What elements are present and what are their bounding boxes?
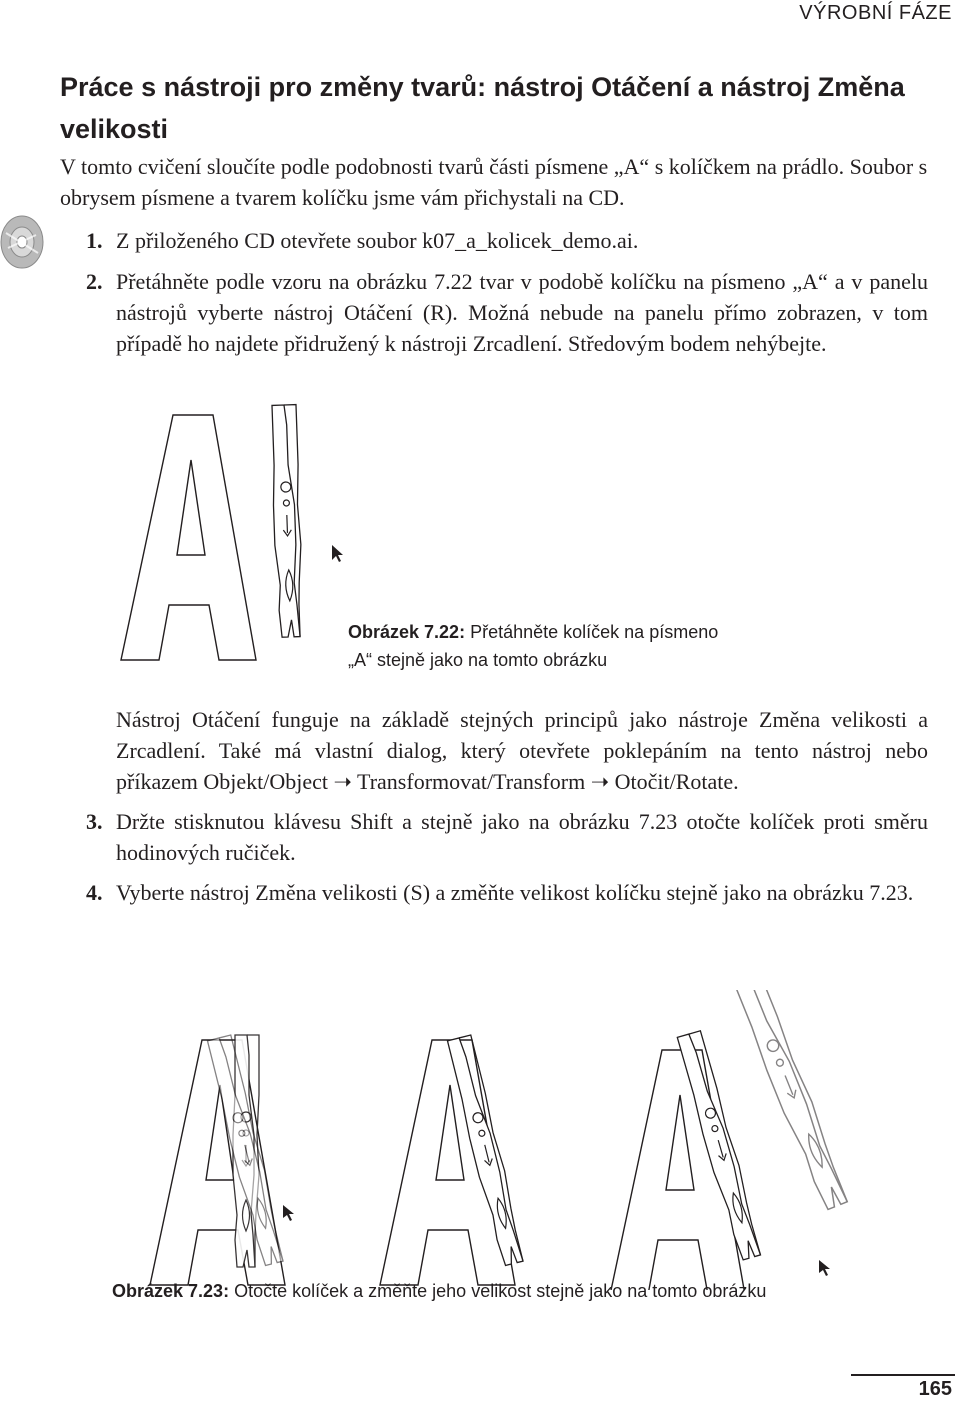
figure-caption xyxy=(112,1278,832,1304)
step-text: Vyberte nástroj Změna velikosti (S) a změňte velikost kolíčku stejně jako na obrázku 7.23. xyxy=(116,880,914,905)
intro-paragraph: V tomto cvičení sloučíte podle podobnosti tvarů části písmene „A“ s kolíčkem na prádlo. Soubor s obrysem písmene a tvarem kolíčku jsme vám přichystali na CD. xyxy=(60,154,928,210)
step-number: 1. xyxy=(86,228,103,253)
panel-scaled xyxy=(610,990,852,1290)
step-3 xyxy=(86,806,928,868)
page-title: Práce s nástroji pro změny tvarů: nástroj Otáčení a nástroj Změna velikosti xyxy=(60,72,905,144)
caption-label: Obrázek 7.22: xyxy=(348,622,466,642)
arrow-right-icon: ➝ xyxy=(590,769,610,794)
cursor-icon xyxy=(332,545,343,562)
step-1 xyxy=(86,225,928,256)
figure-caption xyxy=(348,618,728,674)
page-number: 165 xyxy=(918,1378,952,1400)
step-number: 3. xyxy=(86,809,103,834)
step-number: 4. xyxy=(86,880,103,905)
section-header: VÝROBNÍ FÁZE xyxy=(799,2,952,24)
menu-path-objekt: Objekt/Object xyxy=(203,769,328,794)
step-text: Přetáhněte podle vzoru na obrázku 7.22 tvar v podobě kolíčku na písmeno „A“ a v panelu nástrojů vyberte nástroj Otáčení (R). Možná nebude na panelu přímo zobrazen, v tom případě ho najdete přidružený k nástroji Zrcadlení. Středovým bodem nehýbejte. xyxy=(116,269,928,356)
figure-7-22-illustration xyxy=(116,400,361,670)
step-text: Z přiloženého CD otevřete soubor k07_a_kolicek_demo.ai. xyxy=(116,228,639,253)
panel-rotated xyxy=(380,1035,527,1285)
menu-path-otocit: Otočit/Rotate. xyxy=(614,769,739,794)
menu-path-transformovat: Transformovat/Transform xyxy=(357,769,586,794)
caption-label: Obrázek 7.23: xyxy=(112,1281,230,1301)
figure-7-23-illustration xyxy=(140,990,860,1290)
panel-rotate-start xyxy=(150,1035,294,1285)
arrow-right-icon: ➝ xyxy=(333,769,352,794)
step-2 xyxy=(86,266,928,359)
body-paragraph xyxy=(116,704,928,797)
step-4 xyxy=(86,877,928,908)
clothespin-outline xyxy=(270,405,304,638)
cd-disc-icon xyxy=(0,213,48,271)
caption-text: Otočte kolíček a změňte jeho velikost stejně jako na tomto obrázku xyxy=(234,1281,767,1301)
letter-a-outline xyxy=(121,415,256,660)
paragraph-text: Nástroj Otáčení funguje na základě stejných principů jako nástroje Změna velikosti a Zrcadlení. Také má vlastní dialog, který otevřete poklepáním na tento nástroj nebo příkazem xyxy=(116,707,928,794)
page-number-rule xyxy=(851,1374,955,1376)
step-number: 2. xyxy=(86,269,103,294)
step-text: Držte stisknutou klávesu Shift a stejně jako na obrázku 7.23 otočte kolíček proti směru hodinových ručiček. xyxy=(116,809,928,865)
caption-text: Přetáhněte kolíček na písmeno „A“ stejně jako na tomto obrázku xyxy=(348,622,719,670)
